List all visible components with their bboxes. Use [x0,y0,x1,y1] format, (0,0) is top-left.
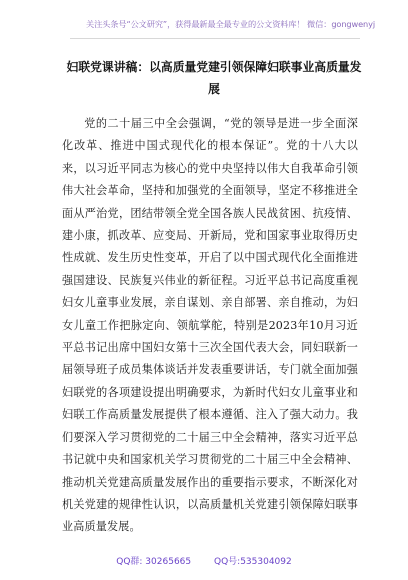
footer-contact [0,554,408,567]
qq-number-text: QQ号:535304092 [214,557,292,567]
document-title: 妇联党课讲稿：以高质量党建引领保障妇联事业高质量发展 [66,60,362,96]
qq-group-text: QQ群: 30265665 [116,557,192,567]
header-divider [70,38,360,39]
promo-banner: 关注头条号“公文研究”，获得最新最全最专业的公文资料库！ 微信：gongwenyj [86,19,376,29]
body-paragraph: 党的二十届三中全会强调，“党的领导是进一步全面深化改革、推进中国式现代化的根本保证”。党的十八大以来，以习近平同志为核心的党中央坚持以伟大自我革命引领伟大社会革命，坚持和加强党的全面领导，坚定不移推进全面从严治党，团结带领全党全国各族人民战贫困、抗疫情、建小康，抓改革、应变局、开新局，党和国家事业取得历史性成就、发生历史性变革，开启了以中国式现代化全面推进强国建设、民族复兴伟业的新征程。习近平总书记高度重视妇女儿童事业发展，亲自谋划、亲自部署、亲自推动，为妇女儿童工作把脉定向、领航掌舵，特别是2023年10月习近平总书记出席中国妇女第十三次全国代表大会，同妇联新一届领导班子成员集体谈话并发表重要讲话，专门就全面加强妇联党的各项建设提出明确要求，为新时代妇女儿童事业和妇联工作高质量发展提供了根本遵循、注入了强大动力。我们要深入学习贯彻党的二十届三中全会精神，落实习近平总书记就中央和国家机关学习贯彻党的二十届三中全会精神、推动机关党建高质量发展作出的重要指示要求，不断深化对机关党建的规律性认识，以高质量机关党建引领保障妇联事业高质量发展。 [62,117,358,534]
